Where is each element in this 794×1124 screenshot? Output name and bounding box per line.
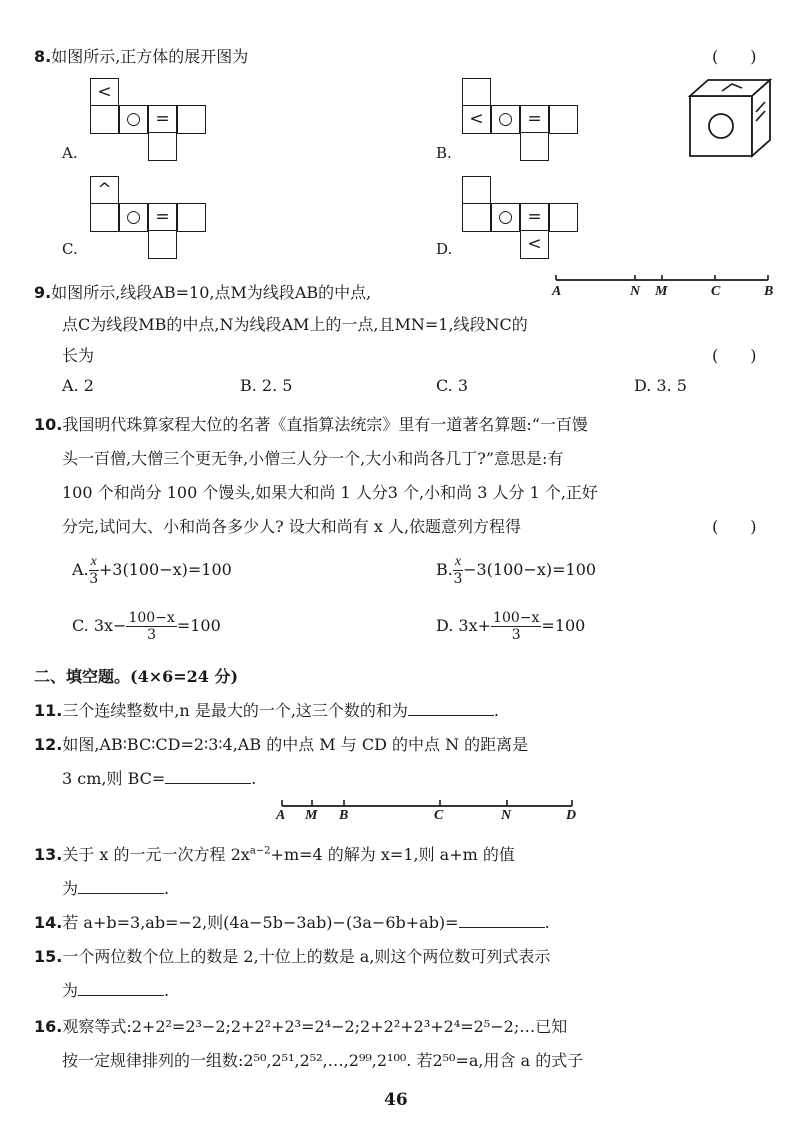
answer-blank[interactable] (165, 769, 251, 784)
q9-answer-paren: ( ) (712, 346, 757, 365)
q10-option-c: C. 3x− $\frac{100-x}{3}$ =100 (72, 610, 221, 643)
option-a-label: A. (62, 144, 78, 162)
q9-line1 (34, 280, 371, 303)
q10-answer-paren: ( ) (712, 517, 757, 536)
q8-text: 如图所示,正方体的展开图为 (51, 47, 249, 66)
q14: 14.若 a+b=3,ab=−2,则(4a−5b−3ab)−(3a−6b+ab)= . (34, 913, 550, 932)
q10-line4: 分完,试问大、小和尚各多少人? 设大和尚有 x 人,依题意列方程得 (62, 517, 522, 536)
q15-line1: 15.一个两位数个位上的数是 2,十位上的数是 a,则这个两位数可列式表示 (34, 947, 551, 966)
caret-symbol: ^ (97, 180, 112, 200)
net-option-c (90, 176, 220, 256)
option-c-label: C. (62, 240, 78, 258)
q15-line2: 为 . (62, 981, 170, 1000)
q9-text-1: 如图所示,线段AB=10,点M为线段AB的中点, (51, 283, 372, 302)
q10-line2: 头一百僧,大僧三个更无争,小僧三人分一个,大小和尚各几丁?”意思是:有 (62, 449, 564, 468)
exponent: a−2 (249, 845, 271, 857)
q11-number: 11. (34, 701, 63, 720)
q9-point-b: B (764, 284, 774, 299)
page-number: 46 (384, 1090, 408, 1110)
q9-number: 9. (34, 283, 52, 302)
fraction: $\frac{x}{3}$ (453, 554, 463, 587)
circle-symbol: ○ (498, 109, 513, 129)
circle-symbol: ○ (498, 207, 513, 227)
equals-symbol: = (155, 109, 170, 129)
q9-point-n: N (630, 284, 641, 299)
q12-point-c: C (434, 808, 444, 823)
q10-line1 (34, 412, 588, 435)
equals-symbol: = (527, 109, 542, 129)
q12-point-d: D (566, 808, 577, 823)
q12-line2: 3 cm,则 BC= . (62, 769, 257, 788)
q12-point-a: A (276, 808, 286, 823)
net-option-b (462, 78, 592, 158)
q16-line1: 16.观察等式:2+2²=2³−2;2+2²+2³=2⁴−2;2+2²+2³+2⁴=2⁵−2;…已知 (34, 1017, 568, 1036)
q12-point-b: B (339, 808, 349, 823)
q10-text-1: 我国明代珠算家程大位的名著《直指算法统宗》里有一道著名算题:“一百馒 (62, 415, 588, 434)
q12-point-n: N (501, 808, 512, 823)
q8-answer-paren: ( ) (712, 47, 757, 66)
q9-option-c: C. 3 (436, 376, 469, 395)
less-than-symbol: < (469, 109, 484, 129)
q11: 11.三个连续整数中,n 是最大的一个,这三个数的和为 . (34, 701, 500, 720)
q11-text: 三个连续整数中,n 是最大的一个,这三个数的和为 (62, 701, 408, 720)
q10-option-b: B. $\frac{x}{3}$ −3(100−x)=100 (436, 554, 597, 587)
q12-number: 12. (34, 735, 63, 754)
q12-text-1: 如图,AB∶BC∶CD=2∶3∶4,AB 的中点 M 与 CD 的中点 N 的距离是 (62, 735, 529, 754)
q9-line3: 长为 (62, 346, 95, 365)
q10-number: 10. (34, 415, 63, 434)
q9-option-a: A. 2 (62, 376, 94, 395)
q10-option-d: D. 3x+ $\frac{100-x}{3}$ =100 (436, 610, 586, 643)
q9-point-a: A (552, 284, 562, 299)
equals-symbol: = (155, 207, 170, 227)
q15-number: 15. (34, 947, 63, 966)
q9-point-c: C (711, 284, 721, 299)
q9-point-m: M (655, 284, 668, 299)
fraction: $\frac{100-x}{3}$ (493, 610, 540, 643)
answer-blank[interactable] (408, 701, 494, 716)
answer-blank[interactable] (459, 913, 545, 928)
q9-option-d: D. 3. 5 (634, 376, 687, 395)
net-option-a (90, 78, 220, 158)
answer-blank[interactable] (78, 879, 164, 894)
circle-symbol: ○ (126, 109, 141, 129)
fraction: $\frac{x}{3}$ (89, 554, 99, 587)
q8-number: 8. (34, 47, 52, 66)
q12-line1 (34, 732, 528, 755)
cube-figure (686, 76, 772, 160)
circle-symbol: ○ (126, 207, 141, 227)
q9-option-b: B. 2. 5 (240, 376, 293, 395)
less-than-symbol: < (97, 82, 112, 102)
q10-option-a: A. $\frac{x}{3}$ +3(100−x)=100 (72, 554, 232, 587)
option-d-label: D. (436, 240, 453, 258)
net-option-d (462, 176, 592, 256)
q13-number: 13. (34, 845, 63, 864)
q16-line2: 按一定规律排列的一组数:2⁵⁰,2⁵¹,2⁵²,…,2⁹⁹,2¹⁰⁰. 若2⁵⁰=a,用含 a 的式子 (62, 1051, 584, 1070)
q13-line2: 为 . (62, 879, 170, 898)
q12-point-m: M (305, 808, 318, 823)
q8-stem (34, 44, 248, 67)
fraction: $\frac{100-x}{3}$ (128, 610, 175, 643)
q9-line2: 点C为线段MB的中点,N为线段AM上的一点,且MN=1,线段NC的 (62, 315, 528, 334)
q10-line3: 100 个和尚分 100 个馒头,如果大和尚 1 人分3 个,小和尚 3 人分 1 个,正好 (62, 483, 598, 502)
q13-line1: 13.关于 x 的一元一次方程 $2x^{a-2}+m=4$ 的解为 x=1,则 a+m 的值 (34, 845, 515, 864)
q14-number: 14. (34, 913, 63, 932)
answer-blank[interactable] (78, 981, 164, 996)
section-heading: 二、填空题。(4×6=24 分) (34, 667, 239, 686)
option-b-label: B. (436, 144, 452, 162)
less-than-symbol: < (527, 234, 542, 254)
equals-symbol: = (527, 207, 542, 227)
q16-number: 16. (34, 1017, 63, 1036)
q12-segment-figure (274, 796, 580, 816)
